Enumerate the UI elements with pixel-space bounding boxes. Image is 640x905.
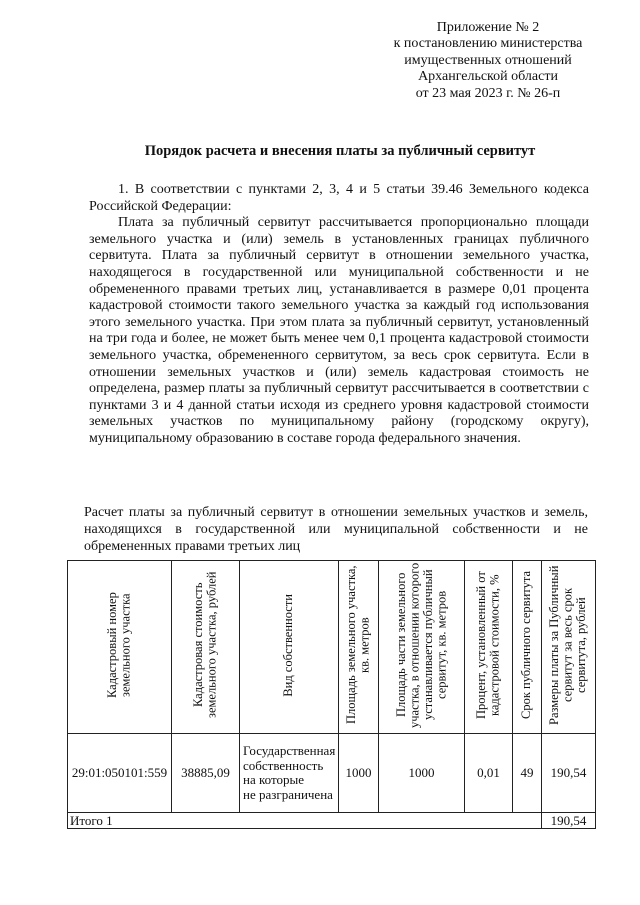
column-header-label: Вид собственности <box>281 593 296 697</box>
fee-cell: 190,54 <box>542 734 596 813</box>
paragraph: 1. В соответствии с пунктами 2, 3, 4 и 5 статьи 39.46 Земельного кодекса Российской Федерации: <box>89 182 589 214</box>
column-header <box>379 561 465 734</box>
document-title: Порядок расчета и внесения платы за публичный сервитут <box>144 143 536 159</box>
body-text <box>89 182 589 448</box>
area-cell: 1000 <box>339 734 379 813</box>
column-header-label: Кадастровая стоимость земельного участка, рублей <box>191 571 219 719</box>
column-header-label: Площадь земельного участка, кв. метров <box>344 565 372 725</box>
column-header-label: Кадастровый номер земельного участка <box>105 592 133 698</box>
cadastral-value-cell: 38885,09 <box>172 734 240 813</box>
appendix-line: от 23 мая 2023 г. № 26-п <box>415 85 561 101</box>
paragraph: Плата за публичный сервитут рассчитывается пропорционально площади земельного участка и (или) земель в установленных границах публичного сервитута. Плата за публичный сервитут в отношении земельного участка, находящегося в государственной или муниципальной собственности и не обремененного правами третьих лиц, устанавливается в размере 0,01 процента кадастровой стоимости такого земельного участка за каждый год использования этого земельного участка. При этом плата за публичный сервитут, установленный на три года и более, не может быть менее чем 0,1 процента кадастровой стоимости земельного участка, обремененного сервитутом, за весь срок сервитута. Если в отношении земельных участков и (или) земель кадастровая стоимость не определена, размер платы за публичный сервитут рассчитывается в соответствии с пунктами 3 и 4 данной статьи исходя из среднего уровня кадастровой стоимости земельных участков по муниципальному району (городскому округу), муниципальному образованию в составе города федерального значения. <box>89 215 589 446</box>
ownership-line: Государственная <box>243 743 336 758</box>
appendix-line: имущественных отношений <box>404 52 572 68</box>
column-header <box>465 561 513 734</box>
column-header-label: Процент, установленный от кадастровой стоимости, % <box>474 571 502 719</box>
percent-cell: 0,01 <box>465 734 513 813</box>
appendix-line: к постановлению министерства <box>393 36 583 52</box>
appendix-line: Архангельской области <box>418 69 558 85</box>
column-header-label: Размеры платы за Публичный сервитут за весь срок сервитута, рублей <box>547 565 589 725</box>
ownership-line: собственность <box>243 757 324 773</box>
fee-table <box>67 560 596 829</box>
appendix-line: Приложение № 2 <box>436 20 540 35</box>
total-label: Итого 1 <box>68 813 542 829</box>
column-header <box>172 561 240 734</box>
calculation-heading: Расчет платы за публичный сервитут в отношении земельных участков и земель, находящихся в государственной или муниципальной собственности и не обремененных правами третьих лиц <box>84 505 588 554</box>
table-header-row <box>68 561 596 734</box>
column-header <box>339 561 379 734</box>
appendix-block <box>370 20 606 102</box>
column-header-label: Срок публичного сервитута <box>519 570 534 719</box>
column-header <box>513 561 542 734</box>
column-header-label: Площадь части земельного участка, в отношении которого устанавливается публичный сервитут, кв. метров <box>393 562 448 728</box>
ownership-line: не разграничена <box>243 786 333 802</box>
servitude-area-cell: 1000 <box>379 734 465 813</box>
table-row <box>68 734 596 813</box>
total-value: 190,54 <box>542 813 596 829</box>
term-cell: 49 <box>513 734 542 813</box>
column-header <box>542 561 596 734</box>
column-header <box>68 561 172 734</box>
cadastral-number-cell: 29:01:050101:559 <box>68 734 172 813</box>
ownership-line: на которые <box>243 772 304 787</box>
total-row <box>68 813 596 829</box>
column-header <box>240 561 339 734</box>
ownership-cell <box>240 734 339 813</box>
